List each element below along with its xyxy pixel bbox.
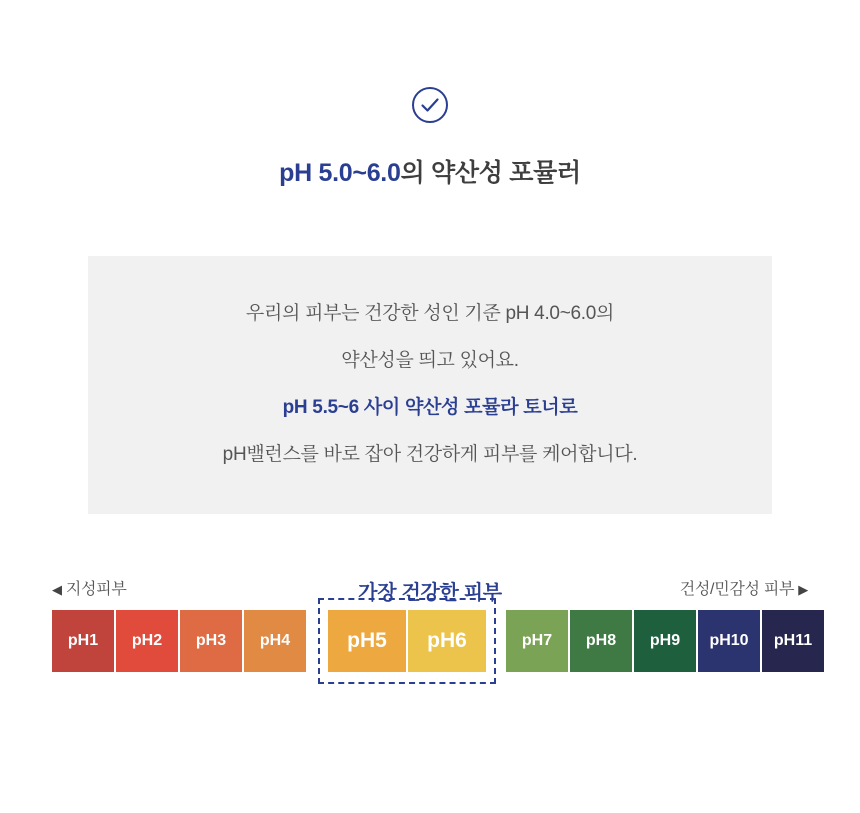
right-arrow-icon: ▶ <box>798 582 808 597</box>
best-skin-label: 가장 건강한 피부 <box>358 582 502 604</box>
ph-chip: pH4 <box>244 610 306 672</box>
description-line: 우리의 피부는 건강한 성인 기준 pH 4.0~6.0의 <box>245 303 615 324</box>
dry-sensitive-skin-label-text: 건성/민감성 피부 <box>679 581 795 598</box>
oily-skin-label-text: 지성피부 <box>65 581 127 598</box>
headline-rest: 의 약산성 포뮬러 <box>400 159 581 187</box>
check-circle-icon <box>409 84 451 126</box>
description-line-highlight: pH 5.5~6 사이 약산성 포뮬라 토너로 <box>282 397 578 418</box>
scale-side-labels <box>0 576 860 600</box>
ph-scale-section <box>0 576 860 672</box>
ph-chip: pH9 <box>634 610 696 672</box>
ph-chip-highlight: pH5 <box>328 610 406 672</box>
left-arrow-icon: ◀ <box>52 582 62 597</box>
ph-chip: pH3 <box>180 610 242 672</box>
ph-chip: pH8 <box>570 610 632 672</box>
dry-sensitive-skin-label <box>680 576 808 599</box>
headline-accent: pH 5.0~6.0 <box>279 159 401 187</box>
description-line: 약산성을 띄고 있어요. <box>341 350 519 371</box>
check-icon-container <box>0 0 860 131</box>
ph-chip: pH11 <box>762 610 824 672</box>
ph-chip: pH7 <box>506 610 568 672</box>
ph-chip: pH1 <box>52 610 114 672</box>
ph-chip: pH10 <box>698 610 760 672</box>
page-title <box>0 153 860 189</box>
description-box <box>88 256 772 514</box>
description-line: pH밸런스를 바로 잡아 건강하게 피부를 케어합니다. <box>222 444 638 465</box>
oily-skin-label <box>52 576 126 599</box>
healthiest-ph-highlight <box>318 598 496 684</box>
ph-chip-row <box>0 610 860 672</box>
ph-chip-highlight: pH6 <box>408 610 486 672</box>
ph-chip: pH2 <box>116 610 178 672</box>
